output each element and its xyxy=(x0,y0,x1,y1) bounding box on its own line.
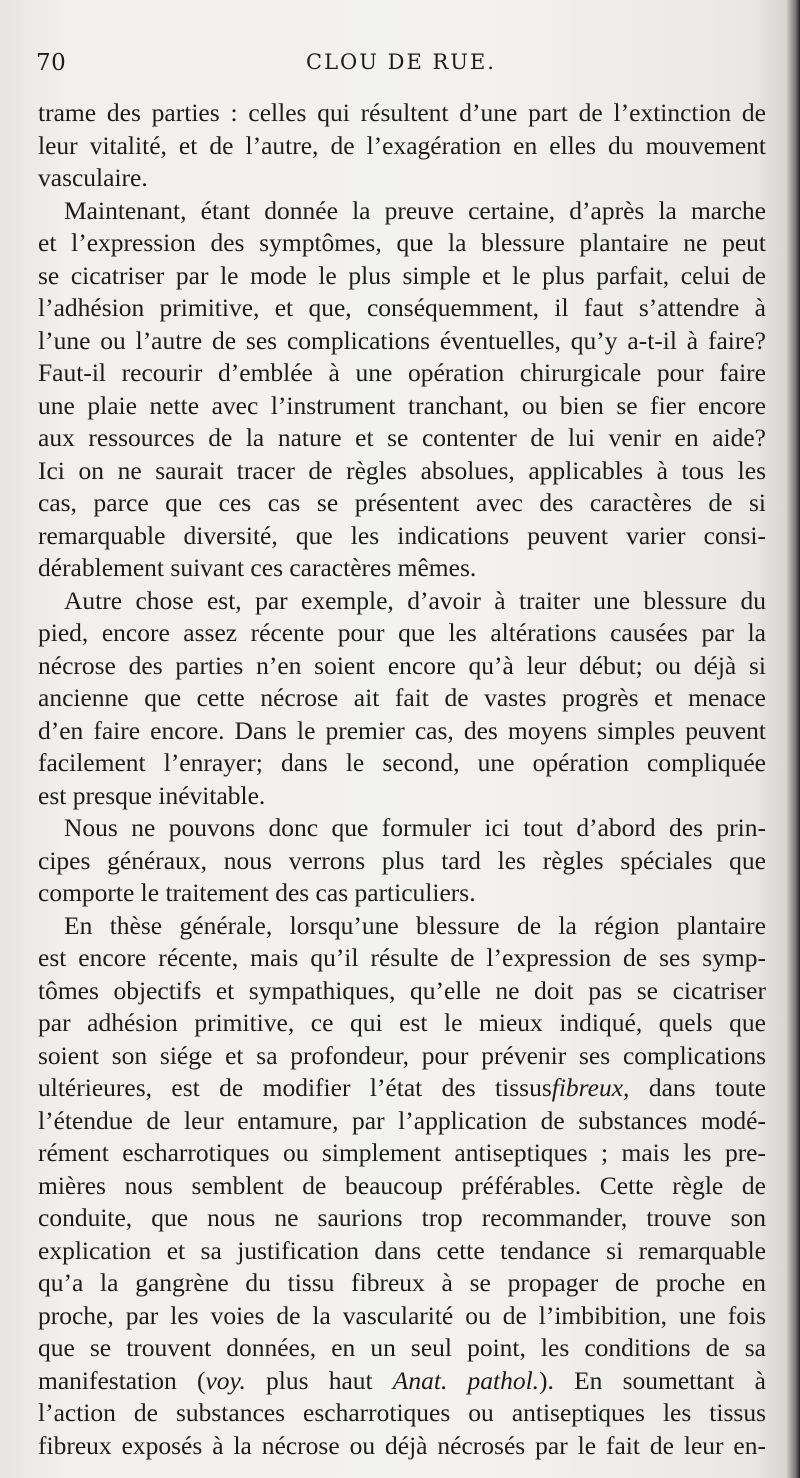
text-line xyxy=(38,877,766,910)
text-line xyxy=(38,1202,766,1235)
text-line xyxy=(38,682,766,715)
text-line xyxy=(38,1105,766,1138)
text-segment: dans toute xyxy=(629,1073,766,1102)
text-segment: par adhésion primitive, ce qui est le mieux indiqué, quels que xyxy=(38,1008,766,1037)
text-segment: Autre chose est, par exemple, d’avoir à traiter une blessure du xyxy=(64,585,766,615)
page-header xyxy=(36,50,766,90)
text-segment: et l’expression des symptômes, que la blessure plantaire ne peut xyxy=(38,228,766,257)
text-line xyxy=(38,520,766,553)
text-segment: qu’a la gangrène du tissu fibreux à se propager de proche en xyxy=(38,1268,766,1297)
text-segment: vasculaire. xyxy=(38,163,148,192)
text-line xyxy=(38,1170,766,1203)
text-line xyxy=(38,357,766,390)
text-line xyxy=(38,715,766,748)
text-segment: est presque inévitable. xyxy=(38,780,266,810)
italic-term: fibreux, xyxy=(551,1073,630,1102)
text-line xyxy=(38,130,766,163)
text-segment: explication et sa justification dans cette tendance si remarquable xyxy=(38,1235,766,1265)
text-line xyxy=(38,585,766,618)
text-segment: se cicatriser par le mode le plus simple et le plus parfait, celui de xyxy=(38,260,766,290)
text-line xyxy=(38,780,766,813)
text-segment: Maintenant, étant donnée la preuve certaine, d’après la marche xyxy=(64,195,766,225)
text-line xyxy=(38,747,766,780)
text-segment: nécrose des parties n’en soient encore qu’à leur début; ou déjà si xyxy=(38,650,766,680)
running-head: CLOU DE RUE. xyxy=(306,50,496,74)
text-segment: l’adhésion primitive, et que, conséquemment, il faut s’attendre à xyxy=(38,293,766,322)
text-line xyxy=(38,1007,766,1040)
text-segment: est encore récente, mais qu’il résulte de l’expression de ses symp- xyxy=(38,943,766,972)
text-line xyxy=(38,1267,766,1300)
text-segment: cipes généraux, nous verrons plus tard les règles spéciales que xyxy=(38,845,766,875)
text-segment: soient son siége et sa profondeur, pour prévenir ses complications xyxy=(38,1040,766,1070)
text-segment: plus haut xyxy=(245,1365,393,1395)
text-segment: pied, encore assez récente pour que les altérations causées par la xyxy=(38,618,766,647)
text-line xyxy=(38,1040,766,1073)
text-line xyxy=(38,845,766,878)
text-line xyxy=(38,1332,766,1365)
text-segment: Ici on ne saurait tracer de règles absolues, applicables à tous les xyxy=(38,455,766,485)
text-segment: remarquable diversité, que les indications peuvent varier consi- xyxy=(38,520,766,550)
text-segment: conduite, que nous ne saurions trop recommander, trouve son xyxy=(38,1203,766,1232)
text-segment: ultérieures, est de modifier l’état des tissus xyxy=(38,1073,552,1102)
text-segment: aux ressources de la nature et se contenter de lui venir en aide? xyxy=(38,423,766,452)
text-line xyxy=(38,975,766,1008)
text-line xyxy=(38,1300,766,1333)
text-line xyxy=(38,617,766,650)
text-segment: mières nous semblent de beaucoup préférables. Cette règle de xyxy=(38,1170,766,1200)
text-line xyxy=(38,97,766,130)
text-line xyxy=(38,422,766,455)
text-segment: proche, par les voies de la vascularité ou de l’imbibition, une fois xyxy=(38,1300,766,1330)
text-segment: rément escharrotiques ou simplement antiseptiques ; mais les pre- xyxy=(38,1138,766,1167)
text-segment: facilement l’enrayer; dans le second, une opération compliquée xyxy=(38,748,766,777)
text-segment: une plaie nette avec l’instrument tranchant, ou bien se fier encore xyxy=(38,390,766,420)
text-line xyxy=(38,1072,766,1105)
text-segment: comporte le traitement des cas particuliers. xyxy=(38,878,476,907)
text-line xyxy=(38,487,766,520)
text-line xyxy=(38,325,766,358)
text-segment: En thèse générale, lorsqu’une blessure de la région plantaire xyxy=(64,910,766,940)
page-edge-shadow xyxy=(786,0,800,1478)
text-segment: leur vitalité, et de l’autre, de l’exagération en elles du mouvement xyxy=(38,130,766,160)
text-line xyxy=(38,1235,766,1268)
text-line xyxy=(38,1137,766,1170)
text-line xyxy=(38,910,766,943)
text-line xyxy=(38,227,766,260)
text-line xyxy=(38,812,766,845)
text-line xyxy=(38,455,766,488)
text-segment: Nous ne pouvons donc que formuler ici tout d’abord des prin- xyxy=(64,813,766,842)
text-segment: cas, parce que ces cas se présentent avec des caractères de si xyxy=(38,488,766,517)
text-line xyxy=(38,260,766,293)
page-number: 70 xyxy=(36,50,67,76)
text-line xyxy=(38,162,766,195)
text-line xyxy=(38,552,766,585)
text-segment: Faut-il recourir d’emblée à une opération chirurgicale pour faire xyxy=(38,358,766,387)
text-segment: ). En soumettant à xyxy=(539,1365,766,1395)
text-line xyxy=(38,195,766,228)
text-segment: d’en faire encore. Dans le premier cas, des moyens simples peuvent xyxy=(38,715,766,745)
text-segment: l’une ou l’autre de ses complications éventuelles, qu’y a-t-il à faire? xyxy=(38,325,766,355)
text-segment: dérablement suivant ces caractères mêmes. xyxy=(38,553,477,582)
text-segment: l’étendue de leur entamure, par l’application de substances modé- xyxy=(38,1105,766,1135)
text-line xyxy=(38,650,766,683)
text-segment: ancienne que cette nécrose ait fait de vastes progrès et menace xyxy=(38,683,766,712)
text-segment: fibreux exposés à la nécrose ou déjà nécrosés par le fait de leur en- xyxy=(38,1430,766,1460)
italic-term: voy. xyxy=(205,1365,246,1395)
text-segment: manifestation ( xyxy=(38,1365,206,1395)
text-line xyxy=(38,1430,766,1463)
text-line xyxy=(38,1397,766,1430)
text-segment: l’action de substances escharrotiques ou antiseptiques les tissus xyxy=(38,1398,766,1427)
body-text xyxy=(38,97,766,1462)
text-line xyxy=(38,292,766,325)
text-line xyxy=(38,1365,766,1398)
text-segment: que se trouvent données, en un seul point, les conditions de sa xyxy=(38,1333,766,1362)
text-line xyxy=(38,942,766,975)
text-line xyxy=(38,390,766,423)
text-segment: tômes objectifs et sympathiques, qu’elle ne doit pas se cicatriser xyxy=(38,975,766,1005)
text-segment: trame des parties : celles qui résultent d’une part de l’extinction de xyxy=(38,98,766,127)
italic-term: Anat. pathol. xyxy=(392,1365,540,1395)
